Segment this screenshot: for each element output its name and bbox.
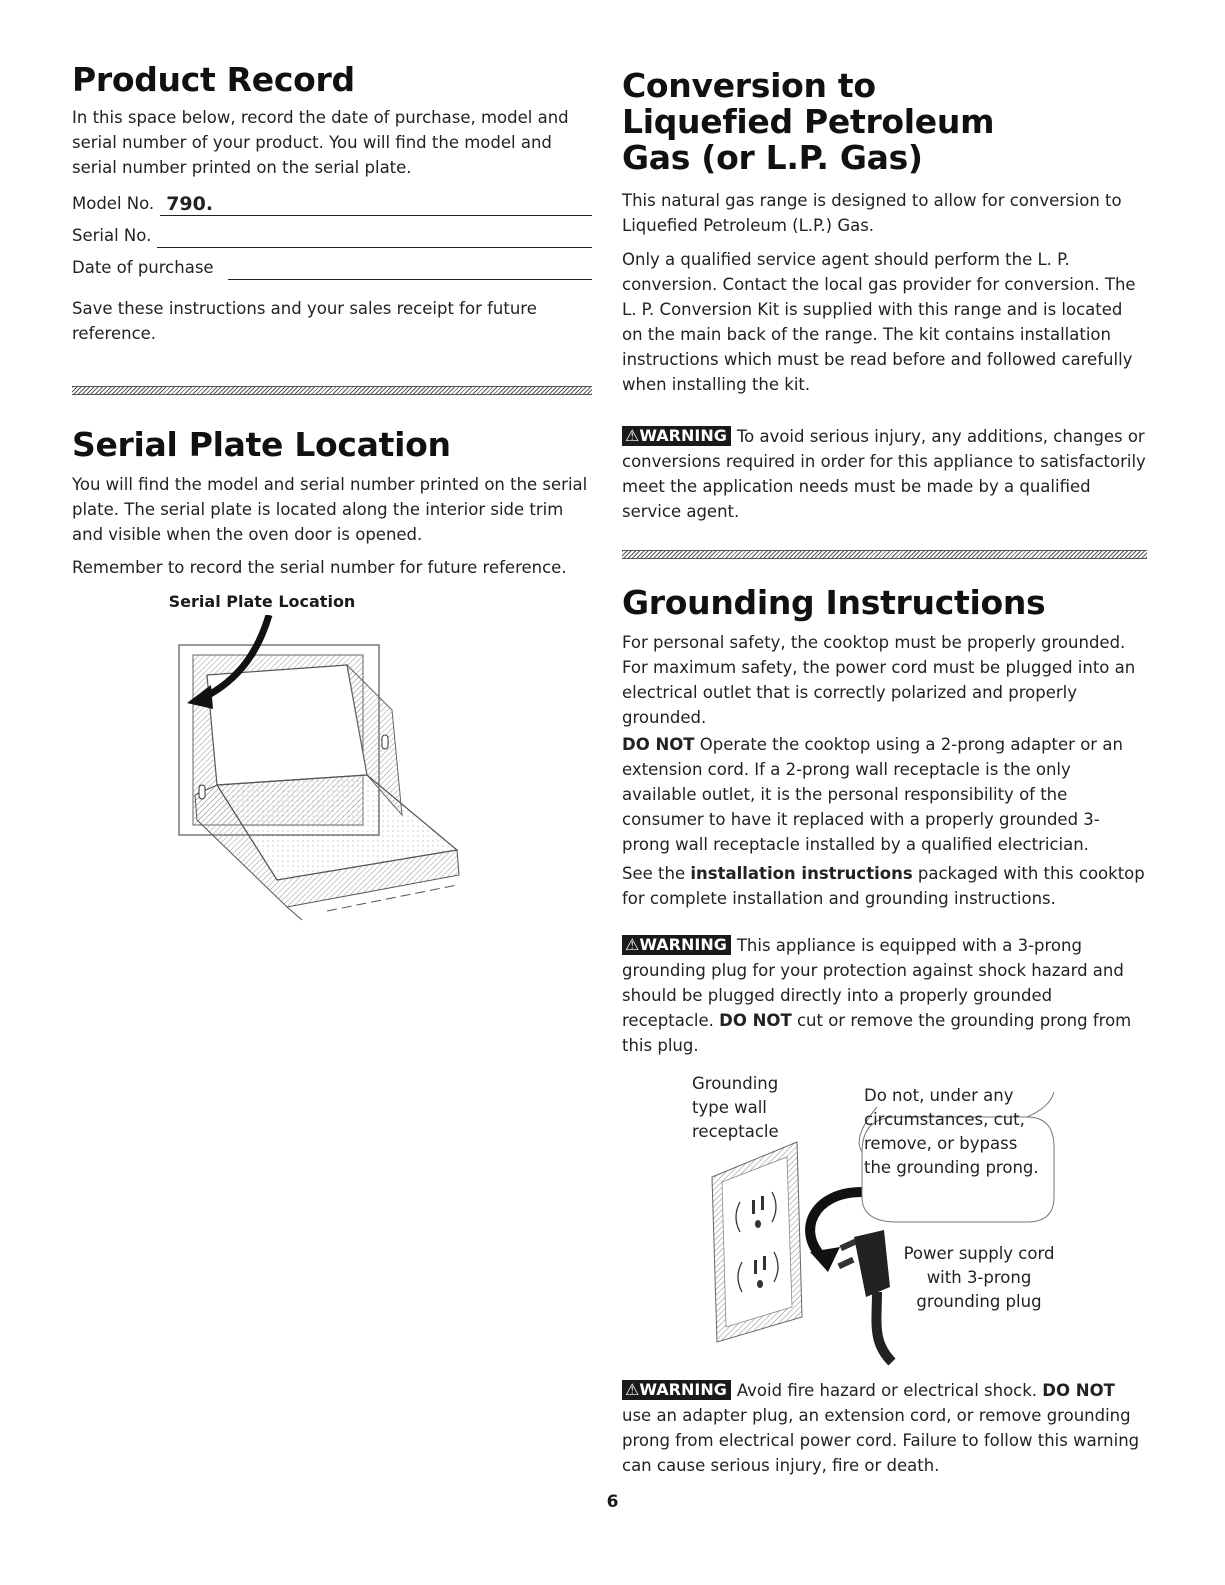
- grounding-warning-2-pre: Avoid fire hazard or electrical shock.: [736, 1381, 1043, 1400]
- grounding-plug-figure: [622, 1072, 1147, 1372]
- oven-interior-illustration: [177, 615, 477, 925]
- grounding-body-3-post: packaged with this cooktop for complete installation and grounding instructions.: [622, 864, 1145, 908]
- grounding-prong-callout: Do not, under any circumstances, cut, remove, or bypass the grounding prong.: [864, 1086, 1039, 1177]
- warning-badge: ⚠WARNING: [622, 935, 731, 955]
- purchase-date-value: [228, 257, 592, 280]
- page-number: 6: [606, 1492, 619, 1512]
- grounding-title: Grounding Instructions: [622, 583, 1046, 622]
- purchase-date-line: [72, 248, 592, 280]
- warning-badge: ⚠WARNING: [622, 1380, 731, 1400]
- warning-badge: ⚠WARNING: [622, 426, 731, 446]
- serial-plate-caption: Serial Plate Location: [168, 592, 356, 611]
- installation-instructions-ref: installation instructions: [690, 864, 913, 883]
- conversion-body-1: This natural gas range is designed to allow for conversion to Liquefied Petroleum (L.P.) Gas.: [622, 191, 1122, 235]
- grounding-warning-1-post: cut or remove the grounding prong from this plug.: [622, 1011, 1132, 1055]
- serial-plate-title: Serial Plate Location: [72, 425, 451, 464]
- serial-number-label: Serial No.: [72, 226, 152, 245]
- receptacle-label: Grounding type wall receptacle: [692, 1074, 779, 1141]
- right-column: [622, 68, 1147, 1478]
- grounding-body-2-text: Operate the cooktop using a 2-prong adapter or an extension cord. If a 2-prong wall receptacle is the only available outlet, it is the personal responsibility of the consumer to have it replaced with a properly grounded 3-prong wall receptacle installed by a qualified electrician.: [622, 735, 1123, 854]
- section-divider: [72, 386, 592, 395]
- grounding-warning-2: [622, 1378, 1147, 1478]
- model-number-value: 790.: [160, 193, 592, 216]
- grounding-warning-2-post: use an adapter plug, an extension cord, or remove grounding prong from electrical power cord. Failure to follow this warning can cause serious injury, fire or death.: [622, 1406, 1140, 1475]
- grounding-body-3-pre: See the: [622, 864, 691, 883]
- conversion-warning: [622, 424, 1147, 524]
- power-cord-label: Power supply cord with 3-prong grounding plug: [903, 1244, 1055, 1311]
- do-not-label: DO NOT: [622, 735, 695, 754]
- grounding-body-3: [622, 861, 1147, 911]
- grounding-warning-1: [622, 933, 1147, 1058]
- conversion-warning-text: To avoid serious injury, any additions, changes or conversions required in order for this appliance to satisfactorily meet the application needs must be made by a qualified service agent.: [622, 427, 1146, 521]
- grounding-body-1: For personal safety, the cooktop must be properly grounded. For maximum safety, the power cord must be plugged into an electrical outlet that is correctly polarized and properly grounded.: [622, 633, 1136, 727]
- grounding-body-2: [622, 732, 1147, 857]
- save-note: Save these instructions and your sales receipt for future reference.: [72, 299, 537, 343]
- grounding-warning-1-pre: This appliance is equipped with a 3-prong grounding plug for your protection against shock hazard and should be plugged directly into a properly grounded receptacle.: [622, 936, 1124, 1030]
- serial-plate-body: You will find the model and serial number printed on the serial plate. The serial plate is located along the interior side trim and visible when the oven door is opened.: [72, 475, 588, 544]
- serial-number-line: [72, 216, 592, 248]
- purchase-date-label: Date of purchase: [72, 258, 214, 277]
- product-record-intro: In this space below, record the date of purchase, model and serial number of your product. You will find the model and serial number printed on the serial plate.: [72, 108, 569, 177]
- serial-number-value: [157, 225, 592, 248]
- conversion-title: Conversion to Liquefied Petroleum Gas (or L.P. Gas): [622, 66, 995, 177]
- do-not-label: DO NOT: [719, 1011, 792, 1030]
- left-column: [72, 62, 592, 929]
- do-not-label: DO NOT: [1042, 1381, 1115, 1400]
- conversion-body-2: Only a qualified service agent should perform the L. P. conversion. Contact the local gas provider for conversion. The L. P. Conversion Kit is supplied with this range and is located on the main back of the range. The kit contains installation instructions which must be read before and followed carefully when installing the kit.: [622, 250, 1136, 394]
- product-record-title: Product Record: [72, 60, 355, 99]
- section-divider: [622, 550, 1147, 559]
- model-number-line: [72, 184, 592, 216]
- serial-plate-reminder: Remember to record the serial number for future reference.: [72, 558, 567, 577]
- model-number-label: Model No.: [72, 194, 155, 213]
